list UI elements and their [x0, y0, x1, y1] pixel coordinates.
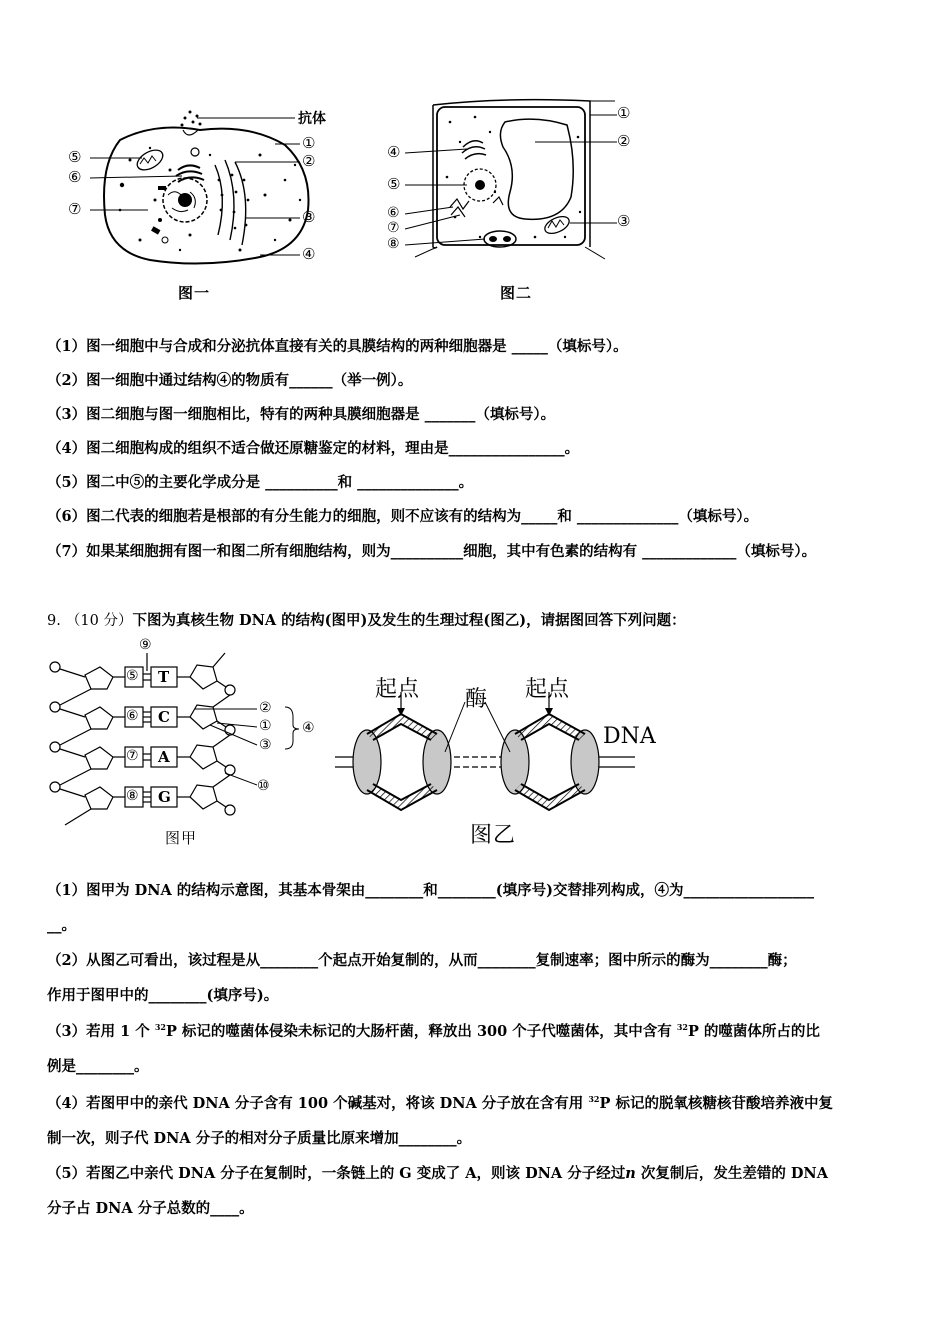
label-7: ⑦: [68, 200, 82, 218]
q9-item-1-line-1: （1）图甲为 DNA 的结构示意图，其基本骨架由________和________(填序号)交替排列构成，④为__________________: [47, 882, 814, 899]
plant-label-3: ③: [617, 212, 631, 230]
nucleus: [163, 178, 207, 222]
figure-1-animal-cell: [60, 100, 350, 265]
jia-label-3: ③: [259, 737, 272, 753]
q8-item-3: （3）图二细胞与图一细胞相比，特有的两种具膜细胞器是 _______（填标号）。: [47, 406, 556, 423]
q9-3-sup: 32: [154, 1022, 166, 1033]
q9-points: （10 分）: [65, 613, 133, 629]
label-4: ④: [302, 245, 316, 263]
jia-label-1: ①: [259, 718, 272, 734]
q9-item-3-line-2: 例是________。: [47, 1058, 149, 1075]
replication-bubble-1: [353, 692, 451, 810]
label-antibody: 抗体: [298, 111, 326, 127]
jia-label-2: ②: [259, 700, 272, 716]
jia-box-7: ⑦: [126, 748, 139, 764]
jia-box-8: ⑧: [126, 788, 139, 804]
jia-base-G: G: [158, 788, 171, 806]
plant-label-7: ⑦: [387, 220, 400, 236]
endoplasmic-reticulum-2: [450, 197, 503, 217]
plant-label-2: ②: [617, 132, 631, 150]
label-3: ③: [302, 208, 316, 226]
q9-3-b: P 标记的噬菌体侵染未标记的大肠杆菌，释放出 300 个子代噬菌体，其中含有: [165, 1023, 677, 1040]
q9-item-5-line-2: 分子占 DNA 分子总数的____。: [47, 1200, 254, 1217]
q9-5-n: n: [625, 1165, 636, 1182]
q8-item-7: （7）如果某细胞拥有图一和图二所有细胞结构，则为__________细胞，其中有色素的结构有 _____________（填标号）。: [47, 543, 817, 560]
jia-leader-lines: [195, 707, 299, 785]
jia-box-5: ⑤: [126, 668, 139, 684]
q9-item-2-line-1: （2）从图乙可看出，该过程是从________个起点开始复制的，从而________复制速率；图中所示的酶为________酶；: [47, 952, 797, 969]
figure-yi-dna-replication: [335, 672, 675, 822]
yi-dna-label: DNA: [603, 724, 656, 749]
jia-label-9: ⑨: [139, 637, 152, 653]
figure-jia-caption: 图甲: [165, 829, 198, 847]
jia-label-10: ⑩: [257, 778, 270, 794]
yi-start-label-2: 起点: [525, 677, 570, 702]
vacuole: [500, 119, 573, 219]
plant-label-4: ④: [387, 143, 401, 161]
q9-item-4-line-2: 制一次，则子代 DNA 分子的相对分子质量比原来增加________。: [47, 1130, 472, 1147]
q8-item-1: （1）图一细胞中与合成和分泌抗体直接有关的具膜结构的两种细胞器是 _____（填标号）。: [47, 338, 628, 355]
nucleus-2: [464, 169, 496, 201]
plant-label-8: ⑧: [387, 236, 400, 252]
yi-enzyme-label: 酶: [465, 687, 488, 712]
jia-box-6: ⑥: [126, 708, 139, 724]
q8-item-4: （4）图二细胞构成的组织不适合做还原糖鉴定的材料，理由是________________。: [47, 440, 580, 457]
q9-5-a: （5）若图乙中亲代 DNA 分子在复制时，一条链上的 G 变成了 A，则该 DNA 分子经过: [47, 1165, 626, 1182]
jia-base-C: C: [158, 708, 170, 726]
left-backbone: [50, 662, 125, 825]
q8-item-2: （2）图一细胞中通过结构④的物质有______（举一例）。: [47, 372, 413, 389]
figure-1-caption: 图一: [178, 284, 211, 302]
q9-item-5-line-1: [47, 1163, 828, 1185]
figure-jia-dna-structure: [45, 637, 335, 850]
q9-item-2-line-2: 作用于图甲中的________(填序号)。: [47, 987, 279, 1004]
plant-label-5: ⑤: [387, 175, 401, 193]
plant-label-6: ⑥: [387, 205, 400, 221]
q8-item-6: （6）图二代表的细胞若是根部的有分生能力的细胞，则不应该有的结构为_____和 ______________（填标号）。: [47, 508, 759, 525]
secretory-vesicle: [181, 111, 202, 136]
figure-2-caption: 图二: [500, 284, 533, 302]
jia-base-T: T: [158, 668, 170, 686]
q9-5-b: 次复制后，发生差错的 DNA: [635, 1165, 828, 1182]
jia-label-4: ④: [302, 720, 315, 736]
yi-start-label-1: 起点: [375, 677, 420, 702]
cytoplasm-dots: [119, 147, 302, 252]
label-1: ①: [302, 134, 316, 152]
right-backbone: [177, 653, 235, 815]
q9-4-a: （4）若图甲中的亲代 DNA 分子含有 100 个碱基对，将该 DNA 分子放在含有用: [47, 1095, 589, 1112]
figure-2-plant-cell: [385, 97, 645, 267]
golgi-apparatus: [176, 148, 204, 182]
q9-item-1-line-2: __。: [47, 917, 76, 934]
q9-3-sup2: 32: [676, 1022, 688, 1033]
label-6: ⑥: [68, 168, 82, 186]
q9-3-a: （3）若用 1 个: [47, 1023, 155, 1040]
q9-item-3-line-1: [47, 1021, 820, 1043]
golgi-apparatus-2: [462, 141, 486, 159]
q9-stem: [47, 609, 686, 630]
q9-4-b: P 标记的脱氧核糖核苷酸培养液中复: [599, 1095, 833, 1112]
q9-number: 9.: [47, 613, 61, 629]
q8-item-5: （5）图二中⑤的主要化学成分是 __________和 ______________。: [47, 474, 474, 491]
q9-4-sup: 32: [588, 1094, 600, 1105]
label-2: ②: [302, 152, 316, 170]
q9-3-c: P 的噬菌体所占的比: [687, 1023, 820, 1040]
replication-bubble-2: [501, 692, 599, 810]
q9-item-4-line-1: [47, 1093, 833, 1115]
mitochondrion: [134, 146, 166, 174]
figure-yi-caption: 图乙: [470, 823, 517, 848]
q9-stem-text: 下图为真核生物 DNA 的结构(图甲)及发生的生理过程(图乙)，请据图回答下列问题：: [132, 612, 686, 629]
small-organelles: [151, 186, 168, 243]
label-5: ⑤: [68, 148, 82, 166]
plant-label-1: ①: [617, 104, 631, 122]
jia-base-A: A: [158, 748, 170, 766]
endoplasmic-reticulum: [215, 160, 249, 245]
